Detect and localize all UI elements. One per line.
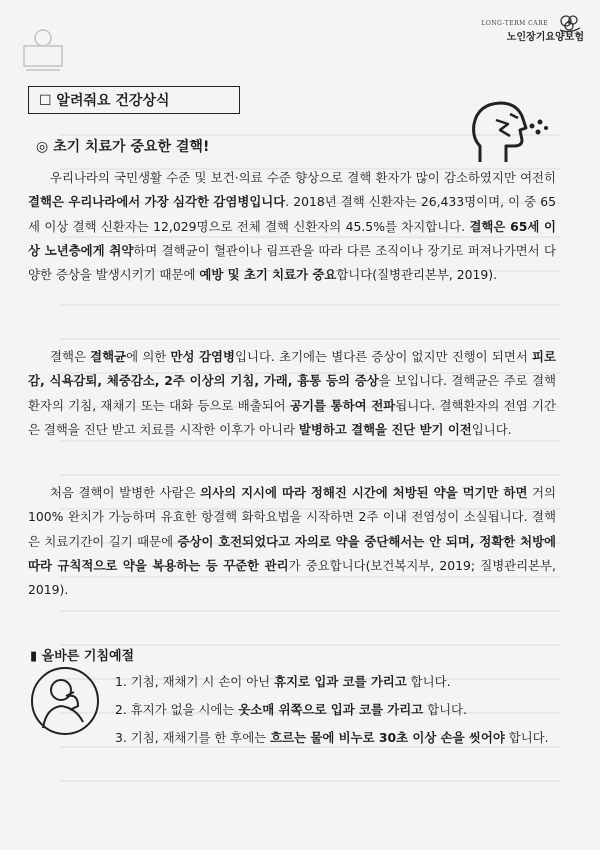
body-text: 을 보입니다. 결핵균은 주로 결핵환자의 기침, 재채기 또는 대화 등으로 배출되어	[28, 373, 557, 413]
body-text: 결핵은	[50, 349, 91, 364]
flower-logo-icon	[554, 12, 584, 34]
body-text: 에 의한	[126, 349, 171, 364]
section-subtitle: ◎ 초기 치료가 중요한 결핵!	[36, 139, 210, 155]
brand	[481, 20, 584, 43]
emphasis-text: 피로감, 식욕감퇴, 체중감소, 2주 이상의 기침, 가래, 흉통 등의 증상	[28, 349, 556, 389]
emphasis-text: 의사의 지시에 따라 정해진 시간에 처방된 약을 먹기만 하면	[200, 485, 528, 500]
emphasis-text: 공기를 통하여 전파	[290, 397, 396, 413]
covering-mouth-icon	[30, 666, 100, 736]
emphasis-text: 결핵은 65세 이상 노년층에게 취약	[28, 218, 556, 258]
body-text: 우리나라의 국민생활 수준 및 보건·의료 수준 향상으로 결핵 환자가 많이 감소하였지만 여전히	[50, 170, 556, 185]
body-text: 입니다.	[471, 421, 512, 437]
stamp-icon	[18, 26, 68, 78]
emphasis-text: 결핵은 우리나라에서 가장 심각한 감염병입니다	[28, 194, 286, 210]
emphasis-text: 옷소매 위쪽으로 입과 코를 가리고	[238, 702, 424, 717]
emphasis-text: 증상이 호전되었다고 자의로 약을 중단해서는 안 되며, 정확한 처방에 따라 규칙적으로 약을 복용하는 등 꾸준한 관리	[28, 533, 557, 573]
body-text: 3. 기침, 재채기를 한 후에는	[115, 730, 271, 745]
emphasis-text: 예방 및 초기 치료가 중요	[199, 267, 337, 283]
body-text: 합니다.	[406, 674, 451, 689]
body-text: . 2018년 결핵 신환자는 26,433명이며, 이 중 65세 이상 결핵 신환자는 12,029명으로 전체 결핵 신환자의 45.5%를 차지합니다.	[28, 194, 556, 234]
body-text: 처음 결핵이 발병한 사람은	[50, 485, 201, 500]
emphasis-text: 발병하고 결핵을 진단 받기 이전	[298, 421, 472, 437]
body-text: 가 중요합니다(보건복지부, 2019; 질병관리본부, 2019).	[28, 557, 556, 598]
body-text: 거의 100% 완치가 가능하며 유효한 항결핵 화학요법을 시작하면 2주 이내 전염성이 소실됩니다. 결핵은 치료기간이 길기 때문에	[28, 485, 556, 549]
emphasis-text: 만성 감염병	[170, 349, 235, 364]
tip-item-2	[115, 698, 555, 722]
body-text: 합니다.	[504, 730, 549, 745]
body-text: 하며 결핵균이 혈관이나 림프관을 따라 다른 조직이나 장기로 퍼져나가면서 다양한 증상을 발생시키기 때문에	[28, 242, 557, 283]
body-text: 합니다(질병관리본부, 2019).	[336, 267, 498, 283]
brand-subtitle: LONG-TERM CARE	[481, 20, 548, 27]
body-text: 1. 기침, 재채기 시 손이 아닌	[115, 674, 275, 689]
tip-item-1	[115, 670, 555, 694]
brand-name: 노인장기요양보험	[506, 32, 584, 43]
body-text: 입니다. 초기에는 별다른 증상이 없지만 진행이 되면서	[235, 349, 533, 364]
tip-item-3	[115, 726, 555, 750]
emphasis-text: 결핵균	[90, 349, 127, 364]
tips-heading: ▮ 올바른 기침예절	[30, 649, 135, 664]
paragraph-1	[28, 166, 556, 287]
emphasis-text: 휴지로 입과 코를 가리고	[274, 674, 407, 689]
paragraph-3	[28, 481, 556, 602]
body-text: 합니다.	[423, 702, 467, 717]
body-text: 됩니다. 결핵환자의 전염 기간은 결핵을 진단 받고 치료를 시작한 이후가 아니라	[28, 397, 556, 437]
page-title: ☐ 알려줘요 건강상식	[28, 86, 240, 114]
paragraph-2	[28, 345, 556, 442]
emphasis-text: 흐르는 물에 비누로 30초 이상 손을 씻어야	[270, 730, 505, 745]
body-text: 2. 휴지가 없을 시에는	[115, 702, 239, 717]
coughing-head-icon	[470, 100, 552, 164]
